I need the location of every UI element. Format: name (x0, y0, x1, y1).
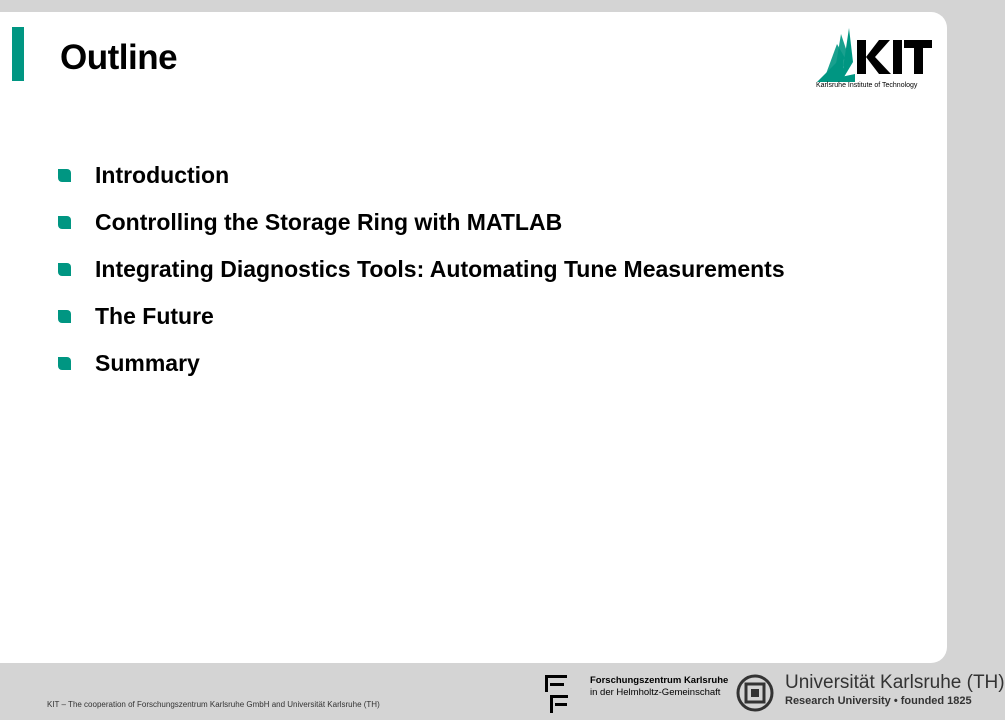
fzk-affiliation: in der Helmholtz-Gemeinschaft (590, 687, 721, 698)
bullet-marker-icon (58, 263, 71, 276)
title-accent-bar (12, 27, 24, 81)
kit-logo-icon (815, 28, 933, 84)
bullet-marker-icon (58, 310, 71, 323)
bullet-item (58, 205, 785, 252)
bullet-text: Controlling the Storage Ring with MATLAB (95, 209, 563, 235)
university-label (785, 672, 1005, 708)
bullet-text: The Future (95, 303, 214, 329)
fzk-label (590, 675, 728, 699)
bullet-item (58, 158, 785, 205)
bullet-marker-icon (58, 357, 71, 370)
bullet-item (58, 346, 785, 393)
bullet-text: Integrating Diagnostics Tools: Automating Tune Measurements (95, 256, 785, 282)
slide-canvas (0, 12, 947, 663)
slide-title: Outline (60, 38, 178, 77)
bullet-marker-icon (58, 169, 71, 182)
university-name: Universität Karlsruhe (TH) (785, 672, 1005, 693)
bullet-marker-icon (58, 216, 71, 229)
footer-caption: KIT – The cooperation of Forschungszentrum Karlsruhe GmbH and Universität Karlsruhe (TH) (47, 700, 380, 709)
bullet-item (58, 299, 785, 346)
logo-subtitle: Karlsruhe Institute of Technology (816, 82, 918, 89)
bullet-text: Summary (95, 350, 200, 376)
fzk-logo-icon (543, 673, 571, 715)
bullet-item (58, 252, 785, 299)
university-seal-icon (736, 674, 774, 712)
bullet-list (58, 158, 785, 393)
bullet-text: Introduction (95, 162, 230, 188)
university-tagline: Research University • founded 1825 (785, 695, 972, 707)
fzk-name: Forschungszentrum Karlsruhe (590, 675, 729, 686)
